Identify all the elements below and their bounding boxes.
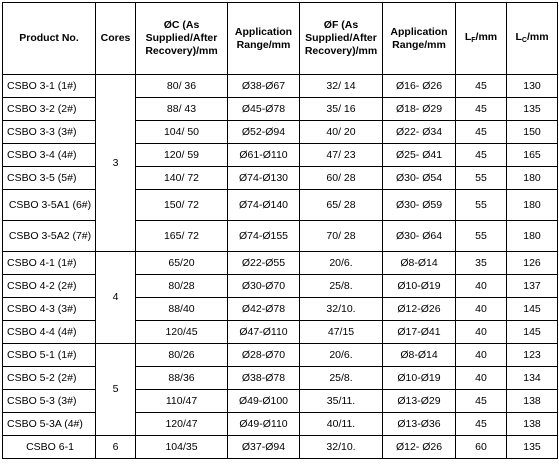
app-range-2-cell: Ø12- Ø26 (383, 436, 456, 459)
app-range-2-cell: Ø30- Ø59 (383, 190, 456, 221)
df-cell: 47/ 23 (300, 144, 383, 167)
lf-cell: 40 (456, 344, 507, 367)
table-row (3, 221, 558, 252)
lc-cell: 135 (507, 98, 558, 121)
product-cell: CSBO 3-5A2 (7#) (3, 221, 96, 252)
lc-cell: 165 (507, 144, 558, 167)
table-row (3, 390, 558, 413)
product-cell: CSBO 4-4 (4#) (3, 321, 96, 344)
app-range-2-cell: Ø25- Ø41 (383, 144, 456, 167)
table-row (3, 275, 558, 298)
lc-cell: 145 (507, 321, 558, 344)
lf-cell: 40 (456, 321, 507, 344)
app-range-1-cell: Ø38-Ø67 (228, 75, 300, 98)
app-range-1-cell: Ø28-Ø70 (228, 344, 300, 367)
lc-cell: 145 (507, 298, 558, 321)
cores-cell-4: 4 (96, 252, 136, 344)
cores-cell-5: 5 (96, 344, 136, 436)
header-dc: ØC (As Supplied/After Recovery)/mm (136, 3, 228, 75)
table-row (3, 436, 558, 459)
header-lc-main: L (515, 30, 522, 43)
app-range-2-cell: Ø18- Ø29 (383, 98, 456, 121)
header-lc-sub: C (521, 36, 527, 44)
app-range-1-cell: Ø49-Ø110 (228, 413, 300, 436)
app-range-2-cell: Ø22- Ø34 (383, 121, 456, 144)
table-row (3, 344, 558, 367)
table-row (3, 167, 558, 190)
app-range-1-cell: Ø47-Ø110 (228, 321, 300, 344)
app-range-1-cell: Ø30-Ø70 (228, 275, 300, 298)
dc-cell: 88/36 (136, 367, 228, 390)
lf-cell: 40 (456, 367, 507, 390)
df-cell: 20/6. (300, 252, 383, 275)
table-row (3, 367, 558, 390)
table-row (3, 121, 558, 144)
lf-cell: 45 (456, 413, 507, 436)
app-range-2-cell: Ø12-Ø26 (383, 298, 456, 321)
df-cell: 20/6. (300, 344, 383, 367)
spec-table-container (2, 2, 558, 459)
df-cell: 40/ 20 (300, 121, 383, 144)
lf-cell: 45 (456, 144, 507, 167)
lf-cell: 55 (456, 221, 507, 252)
dc-cell: 65/20 (136, 252, 228, 275)
header-lc-unit: /mm (526, 30, 549, 43)
product-cell: CSBO 3-4 (4#) (3, 144, 96, 167)
header-product: Product No. (3, 3, 96, 75)
lf-cell: 45 (456, 75, 507, 98)
dc-cell: 165/ 72 (136, 221, 228, 252)
lc-cell: 150 (507, 121, 558, 144)
dc-cell: 120/45 (136, 321, 228, 344)
lc-cell: 130 (507, 75, 558, 98)
app-range-2-cell: Ø8-Ø14 (383, 344, 456, 367)
header-lf-unit: /mm (475, 30, 498, 43)
lf-cell: 55 (456, 167, 507, 190)
product-cell: CSBO 3-5A1 (6#) (3, 190, 96, 221)
app-range-2-cell: Ø10-Ø19 (383, 367, 456, 390)
header-cores: Cores (96, 3, 136, 75)
app-range-1-cell: Ø74-Ø140 (228, 190, 300, 221)
table-row (3, 144, 558, 167)
df-cell: 40/11. (300, 413, 383, 436)
product-cell: CSBO 4-1 (1#) (3, 252, 96, 275)
dc-cell: 120/47 (136, 413, 228, 436)
dc-cell: 110/47 (136, 390, 228, 413)
dc-cell: 104/35 (136, 436, 228, 459)
lc-cell: 123 (507, 344, 558, 367)
dc-cell: 88/ 43 (136, 98, 228, 121)
app-range-1-cell: Ø49-Ø100 (228, 390, 300, 413)
header-lf-main: L (464, 30, 472, 43)
table-row (3, 413, 558, 436)
df-cell: 35/ 16 (300, 98, 383, 121)
lc-cell: 138 (507, 413, 558, 436)
lf-cell: 40 (456, 275, 507, 298)
header-row (3, 3, 558, 75)
df-cell: 32/ 14 (300, 75, 383, 98)
table-row (3, 98, 558, 121)
lc-cell: 137 (507, 275, 558, 298)
lc-cell: 138 (507, 390, 558, 413)
product-cell: CSBO 4-2 (2#) (3, 275, 96, 298)
df-cell: 25/8. (300, 275, 383, 298)
app-range-1-cell: Ø52-Ø94 (228, 121, 300, 144)
cores-cell-3: 3 (96, 75, 136, 252)
table-row (3, 190, 558, 221)
header-app-range-1: Application Range/mm (228, 3, 300, 75)
spec-table (2, 2, 558, 459)
app-range-2-cell: Ø8-Ø14 (383, 252, 456, 275)
lf-cell: 55 (456, 190, 507, 221)
dc-cell: 120/ 59 (136, 144, 228, 167)
table-row (3, 321, 558, 344)
dc-cell: 80/26 (136, 344, 228, 367)
dc-cell: 88/40 (136, 298, 228, 321)
lf-cell: 45 (456, 98, 507, 121)
app-range-2-cell: Ø16- Ø26 (383, 75, 456, 98)
app-range-1-cell: Ø45-Ø78 (228, 98, 300, 121)
lc-cell: 135 (507, 436, 558, 459)
header-lf-sub: F (471, 36, 476, 44)
lf-cell: 60 (456, 436, 507, 459)
lc-cell: 180 (507, 190, 558, 221)
app-range-1-cell: Ø37-Ø94 (228, 436, 300, 459)
lc-cell: 180 (507, 221, 558, 252)
df-cell: 32/10. (300, 436, 383, 459)
app-range-2-cell: Ø30- Ø64 (383, 221, 456, 252)
lc-cell: 134 (507, 367, 558, 390)
product-cell: CSBO 4-3 (3#) (3, 298, 96, 321)
cores-cell-6: 6 (96, 436, 136, 459)
table-row (3, 298, 558, 321)
header-lf (456, 3, 507, 75)
dc-cell: 104/ 50 (136, 121, 228, 144)
df-cell: 47/15 (300, 321, 383, 344)
df-cell: 32/10. (300, 298, 383, 321)
dc-cell: 150/ 72 (136, 190, 228, 221)
product-cell: CSBO 5-1 (1#) (3, 344, 96, 367)
table-row (3, 252, 558, 275)
app-range-2-cell: Ø13-Ø36 (383, 413, 456, 436)
app-range-2-cell: Ø30- Ø54 (383, 167, 456, 190)
lf-cell: 45 (456, 121, 507, 144)
dc-cell: 140/ 72 (136, 167, 228, 190)
lf-cell: 35 (456, 252, 507, 275)
df-cell: 25/8. (300, 367, 383, 390)
df-cell: 70/ 28 (300, 221, 383, 252)
header-app-range-2: Application Range/mm (383, 3, 456, 75)
app-range-1-cell: Ø42-Ø78 (228, 298, 300, 321)
lc-cell: 180 (507, 167, 558, 190)
app-range-2-cell: Ø10-Ø19 (383, 275, 456, 298)
df-cell: 35/11. (300, 390, 383, 413)
app-range-1-cell: Ø61-Ø110 (228, 144, 300, 167)
product-cell: CSBO 5-3 (3#) (3, 390, 96, 413)
df-cell: 65/ 28 (300, 190, 383, 221)
lf-cell: 45 (456, 390, 507, 413)
app-range-1-cell: Ø74-Ø155 (228, 221, 300, 252)
product-cell: CSBO 3-5 (5#) (3, 167, 96, 190)
product-cell: CSBO 5-2 (2#) (3, 367, 96, 390)
product-cell: CSBO 3-3 (3#) (3, 121, 96, 144)
app-range-1-cell: Ø74-Ø130 (228, 167, 300, 190)
product-cell: CSBO 5-3A (4#) (3, 413, 96, 436)
app-range-2-cell: Ø13-Ø29 (383, 390, 456, 413)
product-cell: CSBO 6-1 (3, 436, 96, 459)
product-cell: CSBO 3-2 (2#) (3, 98, 96, 121)
header-lc (507, 3, 558, 75)
lf-cell: 40 (456, 298, 507, 321)
app-range-1-cell: Ø22-Ø55 (228, 252, 300, 275)
app-range-2-cell: Ø17-Ø41 (383, 321, 456, 344)
header-df: ØF (As Supplied/After Recovery)/mm (300, 3, 383, 75)
app-range-1-cell: Ø38-Ø78 (228, 367, 300, 390)
table-row (3, 75, 558, 98)
dc-cell: 80/28 (136, 275, 228, 298)
lc-cell: 126 (507, 252, 558, 275)
df-cell: 60/ 28 (300, 167, 383, 190)
dc-cell: 80/ 36 (136, 75, 228, 98)
product-cell: CSBO 3-1 (1#) (3, 75, 96, 98)
